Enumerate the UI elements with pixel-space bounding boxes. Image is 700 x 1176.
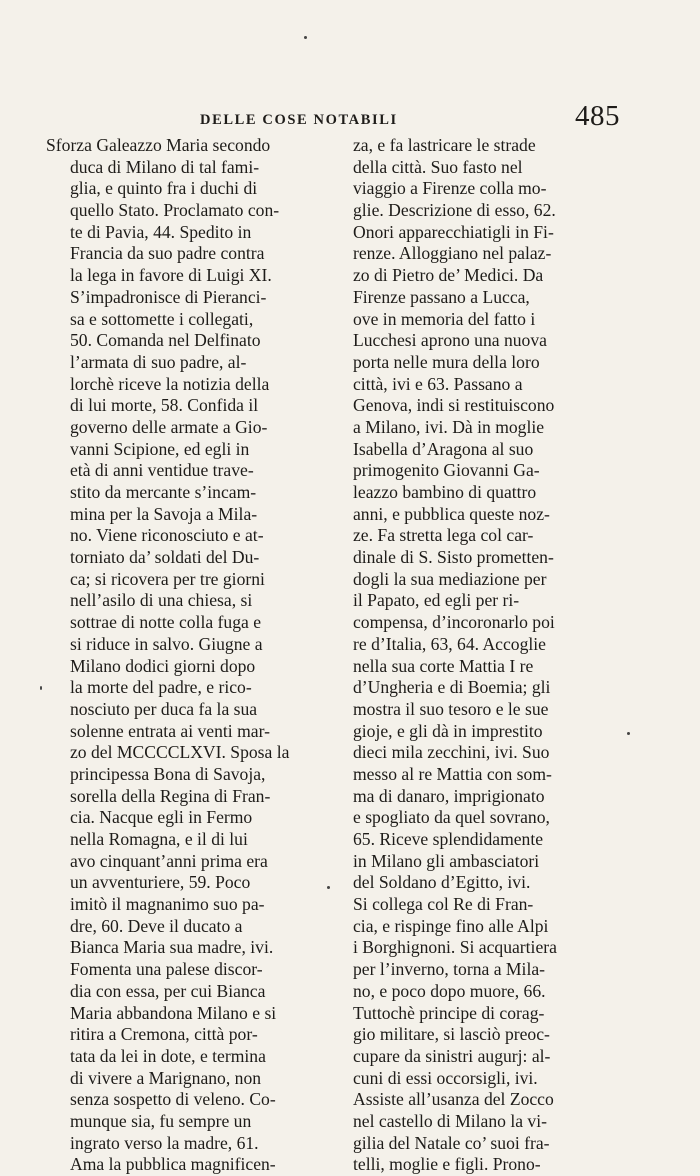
text-line: ma di danaro, imprigionato <box>353 785 545 806</box>
text-line: compensa, d’incoronarlo poi <box>353 612 555 633</box>
text-line: Bianca Maria sua madre, ivi. <box>70 937 274 958</box>
left-column <box>46 135 337 1176</box>
text-line: zo del MCCCCLXVI. Sposa la <box>70 742 290 763</box>
text-line: cupare da sinistri augurj: al- <box>353 1045 551 1066</box>
text-line: la lega in favore di Luigi XI. <box>70 265 272 286</box>
text-line: in Milano gli ambasciatori <box>353 850 540 871</box>
print-speck <box>304 36 307 39</box>
text-line: età di anni ventidue trave- <box>70 460 254 481</box>
text-line: Assiste all’usanza del Zocco <box>353 1089 554 1110</box>
text-line: Onori apparecchiatigli in Fi- <box>353 221 554 242</box>
text-line: sottrae di notte colla fuga e <box>70 612 262 633</box>
text-line: avo cinquant’anni prima era <box>70 850 268 871</box>
text-line: governo delle armate a Gio- <box>70 416 268 437</box>
text-line: sa e sottomette i collegati, <box>70 308 254 329</box>
text-line: per l’inverno, torna a Mila- <box>353 959 545 980</box>
text-line: no, e poco dopo muore, 66. <box>353 980 546 1001</box>
text-line: duca di Milano di tal fami- <box>70 156 260 177</box>
text-line: mostra il suo tesoro e le sue <box>353 698 549 719</box>
text-line: viaggio a Firenze colla mo- <box>353 178 547 199</box>
text-line: Lucchesi aprono una nuova <box>353 330 547 351</box>
text-line: porta nelle mura della loro <box>353 351 540 372</box>
text-line: d’Ungheria e di Boemia; gli <box>353 677 551 698</box>
text-line: Genova, indi si restituiscono <box>353 395 555 416</box>
text-line: Si collega col Re di Fran- <box>353 894 534 915</box>
text-line: telli, moglie e figli. Prono- <box>353 1154 541 1175</box>
text-line: senza sospetto di veleno. Co- <box>70 1089 276 1110</box>
text-line: a Milano, ivi. Dà in moglie <box>353 416 545 437</box>
text-line: e spogliato da quel sovrano, <box>353 807 550 828</box>
text-line: nel castello di Milano la vi- <box>353 1110 547 1131</box>
text-line: imitò il magnanimo suo pa- <box>70 894 265 915</box>
text-line: Ama la pubblica magnificen- <box>70 1154 276 1175</box>
text-line: messo al re Mattia con som- <box>353 763 552 784</box>
running-title: DELLE COSE NOTABILI <box>200 112 398 128</box>
text-line: gio militare, si lasciò preoc- <box>353 1024 550 1045</box>
text-line: vanni Scipione, ed egli in <box>70 438 250 459</box>
text-line: Tuttochè principe di corag- <box>353 1002 545 1023</box>
text-line: ritira a Cremona, città por- <box>70 1024 258 1045</box>
text-line: principessa Bona di Savoja, <box>70 763 266 784</box>
text-line: za, e fa lastricare le strade <box>353 135 536 155</box>
text-line: gilia del Natale co’ suoi fra- <box>353 1132 550 1153</box>
text-line: la morte del padre, e rico- <box>70 677 252 698</box>
text-line: del Soldano d’Egitto, ivi. <box>353 872 531 893</box>
text-line: no. Viene riconosciuto e at- <box>70 525 264 546</box>
text-line: nella sua corte Mattia I re <box>353 655 534 676</box>
text-line: ze. Fa stretta lega col car- <box>353 525 534 546</box>
text-line: Fomenta una palese discor- <box>70 959 263 980</box>
text-line: dieci mila zecchini, ivi. Suo <box>353 742 550 763</box>
text-line: S’impadronisce di Pieranci- <box>70 286 267 307</box>
text-line: re d’Italia, 63, 64. Accoglie <box>353 633 546 654</box>
text-line: Francia da suo padre contra <box>70 243 265 264</box>
text-line: dinale di S. Sisto prometten- <box>353 547 554 568</box>
text-line: di vivere a Marignano, non <box>70 1067 262 1088</box>
text-line: nella Romagna, e il di lui <box>70 829 248 849</box>
text-line: nosciuto per duca fa la sua <box>70 698 258 719</box>
text-line: lorchè riceve la notizia della <box>70 373 270 394</box>
text-line: Maria abbandona Milano e si <box>70 1002 277 1023</box>
right-column <box>345 135 636 1176</box>
text-line: Sforza Galeazzo Maria secondo <box>46 135 271 155</box>
text-line: primogenito Giovanni Ga- <box>353 460 540 481</box>
text-line: cia, e rispinge fino alle Alpi <box>353 915 549 936</box>
text-line: un avventuriere, 59. Poco <box>70 872 251 893</box>
text-line: munque sia, fu sempre un <box>70 1110 252 1131</box>
text-line: il Papato, ed egli per ri- <box>353 590 520 611</box>
text-line: della città. Suo fasto nel <box>353 156 523 177</box>
text-line: nell’asilo di una chiesa, si <box>70 590 253 611</box>
text-line: ca; si ricovera per tre giorni <box>70 568 265 589</box>
text-line: glia, e quinto fra i duchi di <box>70 178 258 199</box>
text-line: dogli la sua mediazione per <box>353 568 547 589</box>
text-line: sorella della Regina di Fran- <box>70 785 271 806</box>
text-line: 65. Riceve splendidamente <box>353 829 544 849</box>
text-line: cia. Nacque egli in Fermo <box>70 807 253 828</box>
text-line: glie. Descrizione di esso, 62. <box>353 200 556 221</box>
text-line: ingrato verso la madre, 61. <box>70 1132 259 1153</box>
index-columns <box>46 135 636 1176</box>
text-line: leazzo bambino di quattro <box>353 482 537 502</box>
text-line: stito da mercante s’incam- <box>70 482 257 502</box>
text-line: zo di Pietro de’ Medici. Da <box>353 265 544 286</box>
text-line: te di Pavia, 44. Spedito in <box>70 221 252 242</box>
text-line: torniato da’ soldati del Du- <box>70 547 260 568</box>
text-line: i Borghignoni. Si acquartiera <box>353 937 557 958</box>
text-line: mina per la Savoja a Mila- <box>70 503 258 524</box>
text-line: Isabella d’Aragona al suo <box>353 438 534 459</box>
text-line: si riduce in salvo. Giugne a <box>70 633 263 654</box>
text-line: cuni di essi occorsigli, ivi. <box>353 1067 538 1088</box>
text-line: solenne entrata ai venti mar- <box>70 720 270 741</box>
text-line: quello Stato. Proclamato con- <box>70 200 280 221</box>
page-header <box>200 100 620 138</box>
text-line: Firenze passano a Lucca, <box>353 286 530 307</box>
text-line: Milano dodici giorni dopo <box>70 655 256 676</box>
text-line: di lui morte, 58. Confida il <box>70 395 259 416</box>
text-line: dre, 60. Deve il ducato a <box>70 915 243 936</box>
text-line: ove in memoria del fatto i <box>353 308 536 329</box>
print-speck <box>40 686 42 690</box>
text-line: gioje, e gli dà in imprestito <box>353 720 543 741</box>
text-line: dia con essa, per cui Bianca <box>70 980 266 1001</box>
text-line: città, ivi e 63. Passano a <box>353 373 523 394</box>
page-number: 485 <box>575 100 620 132</box>
text-line: l’armata di suo padre, al- <box>70 351 247 372</box>
text-line: tata da lei in dote, e termina <box>70 1045 266 1066</box>
text-line: 50. Comanda nel Delfinato <box>70 330 261 351</box>
text-line: renze. Alloggiano nel palaz- <box>353 243 552 264</box>
text-line: anni, e pubblica queste noz- <box>353 503 550 524</box>
